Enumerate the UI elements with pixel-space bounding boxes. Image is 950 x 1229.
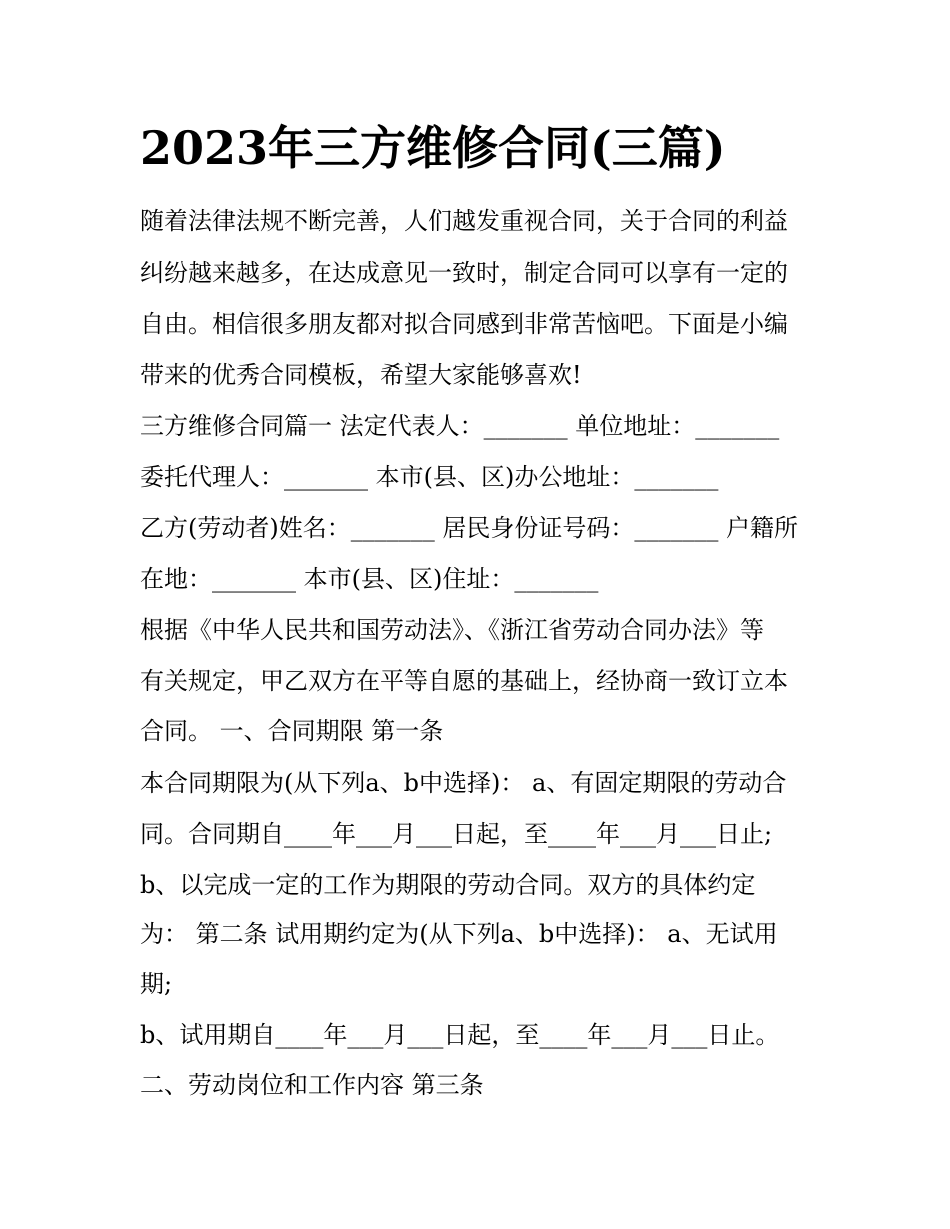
body-line-16: 期;	[140, 970, 173, 998]
body-line-17: b、试用期自____年___月___日起，至____年___月___日止。	[140, 1021, 780, 1049]
body-line-15: 为： 第二条 试用期约定为(从下列a、b中选择)： a、无试用	[140, 920, 778, 948]
body-line-10: 有关规定，甲乙双方在平等自愿的基础上，经协商一致订立本	[140, 667, 788, 695]
body-line-3: 自由。相信很多朋友都对拟合同感到非常苦恼吧。下面是小编	[140, 310, 788, 338]
body-line-4: 带来的优秀合同模板，希望大家能够喜欢!	[140, 361, 582, 389]
body-line-8: 在地：_______ 本市(县、区)住址：_______	[140, 565, 599, 593]
body-line-2: 纠纷越来越多，在达成意见一致时，制定合同可以享有一定的	[140, 259, 788, 287]
body-line-11: 合同。 一、合同期限 第一条	[140, 717, 444, 745]
body-line-7: 乙方(劳动者)姓名：_______ 居民身份证号码：_______ 户籍所	[140, 514, 798, 542]
body-line-18: 二、劳动岗位和工作内容 第三条	[140, 1071, 484, 1099]
body-line-9: 根据《中华人民共和国劳动法》、《浙江省劳动合同办法》等	[140, 616, 764, 644]
body-line-14: b、以完成一定的工作为期限的劳动合同。双方的具体约定	[140, 871, 756, 899]
document-title: 2023年三方维修合同(三篇)	[140, 121, 726, 175]
body-line-13: 同。合同期自____年___月___日起，至____年___月___日止;	[140, 820, 773, 848]
body-line-12: 本合同期限为(从下列a、b中选择)： a、有固定期限的劳动合	[140, 769, 787, 797]
body-line-1: 随着法律法规不断完善，人们越发重视合同，关于合同的利益	[140, 207, 788, 235]
body-line-5: 三方维修合同篇一 法定代表人：_______ 单位地址：_______	[140, 412, 780, 440]
body-line-6: 委托代理人：_______ 本市(县、区)办公地址：_______	[140, 463, 719, 491]
